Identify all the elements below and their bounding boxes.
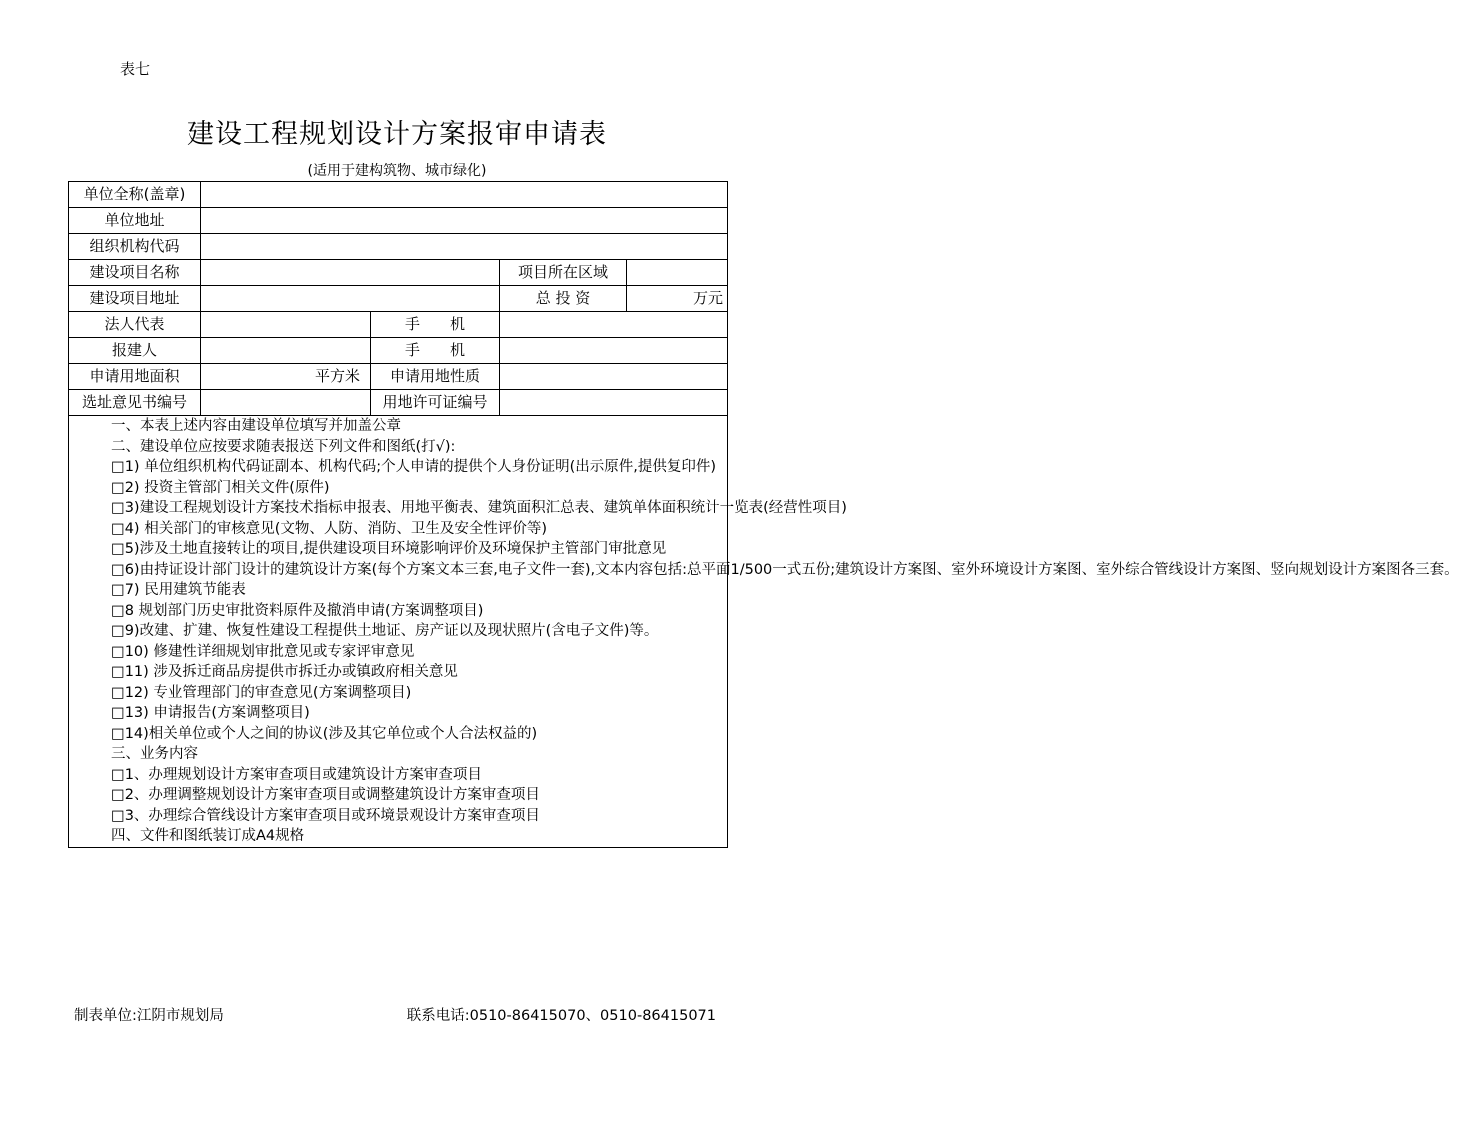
phone-label-1: 手 机 [371, 312, 500, 338]
note-item: 三、业务内容 [111, 746, 198, 762]
total-investment-label: 总 投 资 [500, 286, 627, 312]
note-item: □2) 投资主管部门相关文件(原件) [111, 479, 330, 496]
investment-unit: 万元 [692, 289, 723, 308]
project-address-input[interactable] [201, 286, 500, 312]
investment-input[interactable] [627, 286, 728, 312]
org-code-label: 组织机构代码 [69, 234, 201, 260]
land-area-input[interactable] [201, 364, 371, 390]
site-opinion-label: 选址意见书编号 [69, 390, 201, 416]
page-subtitle: (适用于建构筑物、城市绿化) [307, 163, 487, 179]
note-item: 二、建设单位应按要求随表报送下列文件和图纸(打√): [111, 438, 456, 455]
project-name-label: 建设项目名称 [69, 260, 201, 286]
note-item: 一、本表上述内容由建设单位填写并加盖公章 [111, 418, 401, 434]
row-legal-rep [69, 312, 728, 338]
area-unit: 平方米 [314, 367, 360, 386]
note-item: □14)相关单位或个人之间的协议(涉及其它单位或个人合法权益的) [111, 725, 538, 742]
row-project-name [69, 260, 728, 286]
land-nature-label: 申请用地性质 [371, 364, 500, 390]
applicant-label: 报建人 [69, 338, 201, 364]
site-opinion-input[interactable] [201, 390, 371, 416]
applicant-input[interactable] [201, 338, 371, 364]
phone-input-2[interactable] [500, 338, 728, 364]
row-org-code [69, 234, 728, 260]
project-area-label: 项目所在区域 [500, 260, 627, 286]
application-form-table [68, 181, 1459, 848]
page-title: 建设工程规划设计方案报审申请表 [187, 119, 607, 150]
row-permit-numbers [69, 390, 728, 416]
land-area-label: 申请用地面积 [69, 364, 201, 390]
phone-label-2: 手 机 [371, 338, 500, 364]
note-item: □13) 申请报告(方案调整项目) [111, 705, 310, 721]
row-unit-address [69, 208, 728, 234]
project-area-input[interactable] [627, 260, 728, 286]
phone-input-1[interactable] [500, 312, 728, 338]
org-code-input[interactable] [201, 234, 728, 260]
project-name-input[interactable] [201, 260, 500, 286]
note-item: □6)由持证设计部门设计的建筑设计方案(每个方案文本三套,电子文件一套),文本内容包括:总平面1/500一式五份;建筑设计方案图、室外环境设计方案图、室外综合管线设计方案图、竖向规划设计方案图各三套。 [111, 561, 1459, 578]
land-nature-input[interactable] [500, 364, 728, 390]
note-item: □10) 修建性详细规划审批意见或专家评审意见 [111, 643, 415, 660]
note-item: □2、办理调整规划设计方案审查项目或调整建筑设计方案审查项目 [111, 787, 540, 803]
form-number: 表七 [120, 60, 151, 78]
contact-phone-text: 联系电话:0510-86415070、0510-86415071 [406, 1008, 716, 1024]
note-item: □7) 民用建筑节能表 [111, 582, 246, 598]
row-applicant [69, 338, 728, 364]
row-project-address [69, 286, 728, 312]
project-address-label: 建设项目地址 [69, 286, 201, 312]
note-item: 四、文件和图纸装订成A4规格 [111, 828, 305, 844]
legal-rep-input[interactable] [201, 312, 371, 338]
unit-name-input[interactable] [201, 182, 728, 208]
instructions-cell [69, 416, 1459, 848]
note-item: □1、办理规划设计方案审查项目或建筑设计方案审查项目 [111, 766, 482, 783]
note-item: □1) 单位组织机构代码证副本、机构代码;个人申请的提供个人身份证明(出示原件,提供复印件) [111, 459, 716, 475]
row-unit-name [69, 182, 728, 208]
unit-address-label: 单位地址 [69, 208, 201, 234]
land-permit-input[interactable] [500, 390, 728, 416]
note-item: □11) 涉及拆迁商品房提供市拆迁办或镇政府相关意见 [111, 664, 458, 680]
legal-rep-label: 法人代表 [69, 312, 201, 338]
note-item: □9)改建、扩建、恢复性建设工程提供土地证、房产证以及现状照片(含电子文件)等。 [111, 623, 659, 639]
note-item: □4) 相关部门的审核意见(文物、人防、消防、卫生及安全性评价等) [111, 520, 548, 537]
note-item: □3、办理综合管线设计方案审查项目或环境景观设计方案审查项目 [111, 807, 540, 824]
issuer-text: 制表单位:江阴市规划局 [74, 1008, 224, 1024]
note-item: □3)建设工程规划设计方案技术指标申报表、用地平衡表、建筑面积汇总表、建筑单体面积统计一览表(经营性项目) [111, 500, 847, 516]
note-item: □5)涉及土地直接转让的项目,提供建设项目环境影响评价及环境保护主管部门审批意见 [111, 541, 667, 557]
note-item: □12) 专业管理部门的审查意见(方案调整项目) [111, 684, 412, 701]
row-land-area [69, 364, 728, 390]
note-item: □8 规划部门历史审批资料原件及撤消申请(方案调整项目) [111, 602, 484, 619]
unit-name-label: 单位全称(盖章) [69, 182, 201, 208]
row-notes [69, 416, 728, 848]
unit-address-input[interactable] [201, 208, 728, 234]
land-permit-label: 用地许可证编号 [371, 390, 500, 416]
